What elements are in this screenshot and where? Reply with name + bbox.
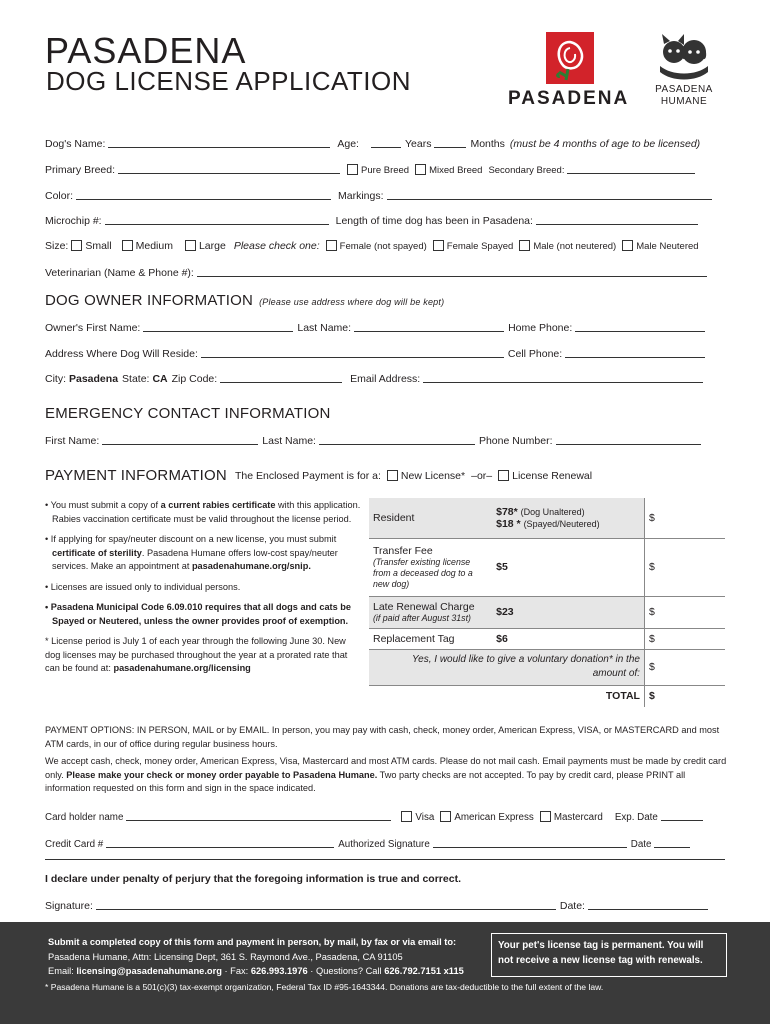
footer-tax-note: * Pasadena Humane is a 501(c)(3) tax-exempt organization, Federal Tax ID #95-1643344. Donations are tax-deductible to the full extent of the law. <box>45 982 604 992</box>
footer-phone-number[interactable]: 626.792.7151 x115 <box>384 966 464 976</box>
owner-address-row <box>45 347 709 360</box>
visa-checkbox[interactable] <box>401 811 412 822</box>
license-notes <box>45 499 361 683</box>
emergency-row <box>45 434 705 447</box>
fee-total-label: TOTAL <box>605 690 640 703</box>
fee-resident-amount[interactable]: $ <box>644 498 725 538</box>
dog-name-label: Dog's Name: <box>45 138 106 150</box>
microchip-field[interactable] <box>105 214 329 225</box>
emergency-last-name-field[interactable] <box>319 434 475 445</box>
page-subtitle: DOG LICENSE APPLICATION <box>46 66 412 96</box>
fee-row-total <box>369 685 725 707</box>
male-not-neutered-checkbox[interactable] <box>519 240 530 251</box>
owner-section-heading <box>45 292 444 309</box>
note-period-link[interactable]: pasadenahumane.org/licensing <box>113 663 251 673</box>
size-small-label: Small <box>85 240 112 252</box>
vet-row <box>45 266 711 279</box>
fee-tag-label: Replacement Tag <box>369 628 492 649</box>
signature-row <box>45 899 712 912</box>
fee-resident-label: Resident <box>369 498 492 538</box>
state-value: CA <box>152 373 168 385</box>
fee-transfer-price: $5 <box>492 538 644 596</box>
fee-transfer-amount[interactable]: $ <box>644 538 725 596</box>
visa-label: Visa <box>415 812 435 823</box>
zip-label: Zip Code: <box>171 373 218 385</box>
emergency-phone-field[interactable] <box>556 434 701 445</box>
card-number-field[interactable] <box>106 837 334 848</box>
address-field[interactable] <box>201 347 504 358</box>
payment-options-heading: PAYMENT OPTIONS: <box>45 725 135 735</box>
authorized-signature-label: Authorized Signature <box>338 839 430 850</box>
color-label: Color: <box>45 190 74 202</box>
age-months-field[interactable] <box>434 137 466 148</box>
vet-field[interactable] <box>197 266 707 277</box>
payment-options-text: IN PERSON, MAIL or by EMAIL. In person, you may pay with cash, check, money order, American Express, VISA, or MASTERCARD and most ATM cards, in our of office during regular business hours. <box>45 725 720 749</box>
new-license-checkbox[interactable] <box>387 470 398 481</box>
owner-name-row <box>45 321 709 334</box>
months-label: Months <box>470 138 505 150</box>
humane-logo-line1: PASADENA <box>655 84 713 95</box>
declaration-text: I declare under penalty of perjury that the foregoing information is true and correct. <box>45 873 461 885</box>
footer-contact-line <box>48 964 464 979</box>
emergency-phone-label: Phone Number: <box>478 435 553 447</box>
page-title: PASADENA <box>45 30 247 71</box>
footer-contact <box>48 935 464 979</box>
fee-row-resident <box>369 498 725 538</box>
card-holder-row <box>45 810 707 823</box>
emergency-section-heading: EMERGENCY CONTACT INFORMATION <box>45 405 331 422</box>
years-label: Years <box>404 138 432 150</box>
fee-table <box>369 498 725 707</box>
time-in-pasadena-label: Length of time dog has been in Pasadena: <box>335 215 533 227</box>
rose-logo-icon <box>546 32 594 84</box>
card-holder-field[interactable] <box>126 810 391 821</box>
age-note: (must be 4 months of age to be licensed) <box>509 138 701 150</box>
exp-date-label: Exp. Date <box>614 812 658 823</box>
state-label: State: <box>122 373 150 385</box>
size-medium-checkbox[interactable] <box>122 240 133 251</box>
signature-label: Signature: <box>45 900 93 912</box>
note-spay <box>45 533 361 574</box>
card-date-field[interactable] <box>654 837 690 848</box>
color-field[interactable] <box>76 189 331 200</box>
payment-options-paragraph <box>45 724 727 751</box>
fee-transfer-title: Transfer Fee <box>373 544 433 557</box>
fee-transfer-note: (Transfer existing license from a deceased dog to a new dog) <box>373 556 473 589</box>
card-number-label: Credit Card # <box>45 839 104 850</box>
footer-questions-label: · Questions? Call <box>307 966 385 976</box>
fee-total-amount[interactable]: $ <box>644 685 725 707</box>
size-medium-label: Medium <box>135 240 173 252</box>
mastercard-checkbox[interactable] <box>540 811 551 822</box>
amex-checkbox[interactable] <box>440 811 451 822</box>
humane-logo-line2: HUMANE <box>660 96 708 107</box>
female-not-spayed-label: Female (not spayed) <box>339 241 427 252</box>
fee-late-amount[interactable]: $ <box>644 596 725 628</box>
fee-tag-price: $6 <box>492 628 644 649</box>
note-spay-bold: certificate of sterility <box>52 547 142 558</box>
breed-label: Primary Breed: <box>45 164 116 176</box>
size-large-checkbox[interactable] <box>185 240 196 251</box>
owner-first-name-label: Owner's First Name: <box>45 322 141 334</box>
payment-accept-bold: Please make your check or money order payable to Pasadena Humane. <box>66 769 378 780</box>
fee-row-late <box>369 596 725 628</box>
emergency-last-name-label: Last Name: <box>262 435 316 447</box>
card-date-label: Date <box>630 839 652 850</box>
emergency-first-name-label: First Name: <box>45 435 100 447</box>
pure-breed-label: Pure Breed <box>361 165 410 176</box>
male-neutered-checkbox[interactable] <box>622 240 633 251</box>
fee-donation-amount[interactable]: $ <box>644 649 725 685</box>
owner-heading: DOG OWNER INFORMATION <box>45 292 254 309</box>
mixed-breed-label: Mixed Breed <box>429 165 483 176</box>
signature-field[interactable] <box>96 899 556 910</box>
zip-field[interactable] <box>220 372 342 383</box>
fee-resident-price <box>492 498 644 538</box>
size-small-checkbox[interactable] <box>71 240 82 251</box>
or-label: –or– <box>471 470 493 482</box>
email-field[interactable] <box>423 372 703 383</box>
note-rabies-text2: with this application. Rabies vaccination certificate must be valid throughout the license period. <box>52 500 361 524</box>
dog-name-row <box>45 137 700 150</box>
fee-spayed-note: (Spayed/Neutered) <box>523 518 600 529</box>
breed-field[interactable] <box>118 163 340 174</box>
fee-tag-amount[interactable]: $ <box>644 628 725 649</box>
payment-enclosed-label: The Enclosed Payment is for a: <box>235 470 381 482</box>
color-row <box>45 189 716 202</box>
owner-city-row <box>45 372 707 385</box>
age-years-field[interactable] <box>371 137 401 148</box>
owner-last-name-field[interactable] <box>354 321 504 332</box>
check-one-label: Please check one: <box>233 240 320 252</box>
secondary-breed-label: Secondary Breed: <box>488 165 565 176</box>
fee-unaltered-note: (Dog Unaltered) <box>520 506 585 517</box>
female-spayed-checkbox[interactable] <box>433 240 444 251</box>
owner-heading-note: (Please use address where dog will be kept) <box>259 297 445 307</box>
home-phone-label: Home Phone: <box>508 322 573 334</box>
signature-date-field[interactable] <box>588 899 708 910</box>
fee-transfer-label <box>369 538 492 596</box>
home-phone-field[interactable] <box>575 321 705 332</box>
owner-last-name-label: Last Name: <box>297 322 352 334</box>
exp-date-field[interactable] <box>661 810 703 821</box>
mastercard-label: Mastercard <box>553 812 603 823</box>
cell-phone-field[interactable] <box>565 347 705 358</box>
amex-label: American Express <box>454 812 534 823</box>
address-label: Address Where Dog Will Reside: <box>45 348 198 360</box>
card-holder-label: Card holder name <box>45 812 124 823</box>
microchip-label: Microchip #: <box>45 215 102 227</box>
payment-accept-text2: Two party checks are not accepted. To pay by credit card, please PRINT all information requested on this form and sign in the space indicated. <box>45 769 686 793</box>
size-label: Size: <box>45 240 69 252</box>
fee-row-transfer <box>369 538 725 596</box>
payment-section-heading: PAYMENT INFORMATION <box>45 467 227 484</box>
markings-field[interactable] <box>387 189 712 200</box>
humane-logo-text <box>648 84 720 108</box>
size-row <box>45 240 699 252</box>
note-rabies <box>45 499 361 526</box>
mixed-breed-checkbox[interactable] <box>415 164 426 175</box>
footer-notice-box: Your pet's license tag is permanent. You will not receive a new license tag with renewals. <box>491 933 727 977</box>
breed-row <box>45 163 699 176</box>
note-rabies-bold: a current rabies certificate <box>160 500 276 510</box>
note-license-period <box>45 635 361 676</box>
fee-late-title: Late Renewal Charge <box>373 601 475 613</box>
age-label: Age: <box>337 138 359 150</box>
footer-address: Pasadena Humane, Attn: Licensing Dept, 361 S. Raymond Ave., Pasadena, CA 91105 <box>48 951 403 962</box>
note-individuals: • Licenses are issued only to individual persons. <box>45 581 241 592</box>
license-renewal-checkbox[interactable] <box>498 470 509 481</box>
pasadena-logo-text: PASADENA <box>508 88 630 109</box>
license-renewal-label: License Renewal <box>512 470 593 482</box>
footer-fax-number: 626.993.1976 <box>250 966 308 976</box>
signature-date-label: Date: <box>559 900 585 912</box>
fee-row-tag <box>369 628 725 649</box>
fee-spayed-price: $18 * <box>496 517 521 530</box>
city-value: Pasadena <box>69 373 119 385</box>
microchip-row <box>45 214 702 227</box>
divider <box>45 859 725 860</box>
payment-accept-paragraph <box>45 755 727 796</box>
payment-type-row <box>235 470 592 482</box>
time-in-pasadena-field[interactable] <box>536 214 698 225</box>
footer-email-label: Email: <box>48 966 77 976</box>
owner-first-name-field[interactable] <box>143 321 293 332</box>
fee-donation-label: Yes, I would like to give a voluntary donation* in the amount of: <box>369 649 644 685</box>
city-label: City: <box>45 373 66 385</box>
vet-label: Veterinarian (Name & Phone #): <box>45 267 194 279</box>
humane-logo-icon <box>656 32 712 84</box>
footer-email-link[interactable]: licensing@pasadenahumane.org <box>76 966 222 976</box>
payment-accept-text1: We accept cash, check, money order, American Express, Visa, Mastercard and most ATM cards. Please do not mail cash. Email payments must be made by credit card only. <box>45 756 727 780</box>
fee-late-note: (if paid after August 31st) <box>373 613 471 623</box>
footer <box>0 922 770 1024</box>
fee-late-price: $23 <box>492 596 644 628</box>
fee-late-label <box>369 596 492 628</box>
card-number-row <box>45 837 694 850</box>
male-neutered-label: Male Neutered <box>636 241 699 252</box>
cell-phone-label: Cell Phone: <box>507 348 563 360</box>
size-large-label: Large <box>198 240 226 252</box>
fee-row-donation <box>369 649 725 685</box>
pure-breed-checkbox[interactable] <box>347 164 358 175</box>
female-spayed-label: Female Spayed <box>446 241 514 252</box>
note-period-text: * License period is July 1 of each year through the following June 30. New dog licenses may be purchased throughout the year at a prorated rate that can be found at: <box>45 636 348 673</box>
new-license-label: New License* <box>400 470 466 482</box>
note-spay-link[interactable]: pasadenahumane.org/snip. <box>191 561 311 571</box>
dog-name-field[interactable] <box>108 137 330 148</box>
female-not-spayed-checkbox[interactable] <box>326 240 337 251</box>
footer-fax-label: · Fax: <box>221 966 251 976</box>
markings-label: Markings: <box>338 190 384 202</box>
fee-unaltered-price: $78* <box>496 505 518 518</box>
email-label: Email Address: <box>350 373 421 385</box>
footer-submit-text: Submit a completed copy of this form and payment in person, by mail, by fax or via email to: <box>48 937 457 947</box>
note-spay-text1: • If applying for spay/neuter discount on a new license, you must submit <box>45 534 337 544</box>
note-rabies-text1: • You must submit a copy of <box>45 500 161 510</box>
male-not-neutered-label: Male (not neutered) <box>533 241 617 252</box>
note-municipal-code: • Pasadena Municipal Code 6.09.010 requires that all dogs and cats be Spayed or Neutered, unless the owner provides proof of exemption. <box>45 602 351 626</box>
emergency-first-name-field[interactable] <box>102 434 258 445</box>
note-spay-text2: . Pasadena Humane offers low-cost spay/neuter services. Make an appointment at <box>52 547 338 571</box>
authorized-signature-field[interactable] <box>433 837 627 848</box>
secondary-breed-field[interactable] <box>567 163 695 174</box>
